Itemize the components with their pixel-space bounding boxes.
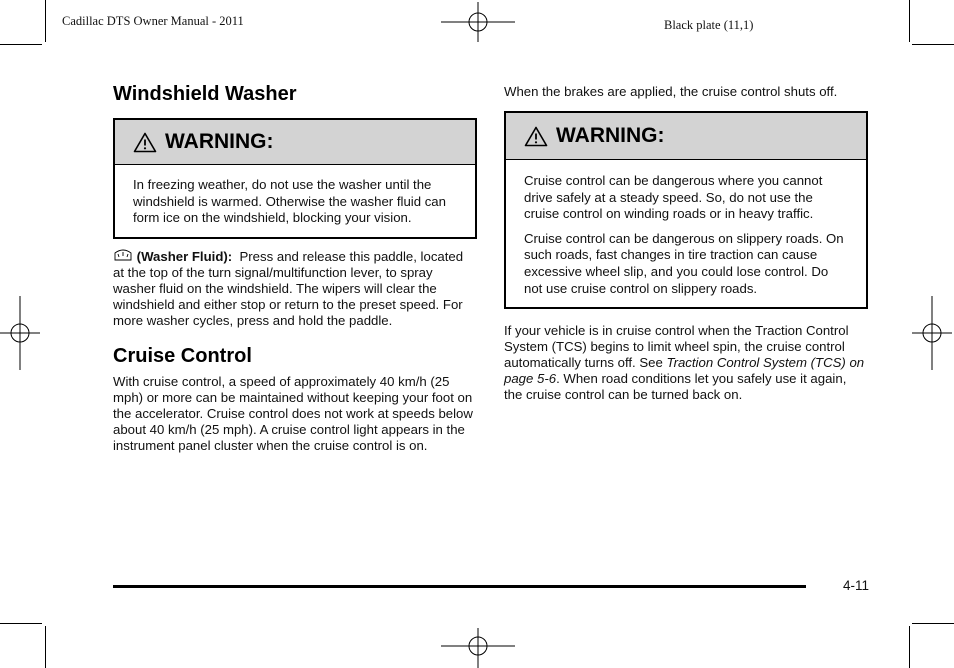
registration-mark-icon: [441, 628, 515, 668]
registration-mark-icon: [0, 296, 40, 370]
crop-mark: [0, 44, 42, 45]
warning-body: [506, 160, 866, 307]
warning-header: [506, 113, 866, 160]
right-column: [504, 84, 868, 403]
page-number: 4-11: [843, 578, 870, 593]
washer-paragraph: [113, 248, 477, 329]
footer-rule: [113, 585, 806, 588]
registration-mark-icon: [441, 2, 515, 42]
washer-text: Press and release this paddle, located at the top of the turn signal/multifunction lever, to spray washer fluid on the windshield. The wipers will clear the windshield and either stop or return to the preset speed. For more washer cycles, press and hold the paddle.: [113, 248, 464, 328]
warning-box-washer: [113, 118, 477, 239]
tcs-page-reference[interactable]: Traction Control System (TCS) on page 5‑6: [504, 355, 865, 387]
cruise-paragraph: With cruise control, a speed of approximately 40 km/h (25 mph) or more can be maintained without keeping your foot on the accelerator. Cruise control does not work at speeds below about 40 km/h (25 mph). A cruise control light appears in the instrument panel cluster when the cruise control is on.: [113, 373, 473, 453]
washer-fluid-label: (Washer Fluid):: [136, 248, 233, 264]
crop-mark: [909, 0, 910, 42]
warning-header: [115, 120, 475, 165]
washer-heading: Windshield Washer: [113, 83, 297, 105]
tcs-paragraph: [504, 323, 868, 403]
warning-text-1: Cruise control can be dangerous where you cannot drive safely at a steady speed. So, do not use the cruise control on winding roads or in heavy traffic.: [524, 173, 823, 222]
left-column: [113, 82, 477, 454]
brakes-paragraph: When the brakes are applied, the cruise control shuts off.: [504, 84, 838, 99]
warning-label: WARNING:: [556, 124, 665, 147]
plate-label: Black plate (11,1): [664, 18, 754, 32]
washer-fluid-icon: [113, 248, 133, 262]
warning-body: [115, 165, 475, 237]
tcs-text-after: . When road conditions let you safely use it again, the cruise control can be turned back on.: [504, 371, 847, 403]
warning-label: WARNING:: [165, 130, 274, 153]
crop-mark: [0, 623, 42, 624]
crop-mark: [45, 626, 46, 668]
warning-text: In freezing weather, do not use the washer until the windshield is warmed. Otherwise the washer fluid can form ice on the windshield, blocking your vision.: [133, 177, 446, 226]
warning-triangle-icon: [524, 126, 548, 147]
registration-mark-icon: [912, 296, 952, 370]
crop-mark: [912, 44, 954, 45]
cruise-heading: Cruise Control: [113, 344, 252, 367]
warning-text-2: Cruise control can be dangerous on slippery roads. On such roads, fast changes in tire traction can cause excessive wheel slip, and you could lose control. Do not use cruise control on slippery roads.: [524, 230, 844, 296]
tcs-text-before: If your vehicle is in cruise control when the Traction Control System (TCS) begins to limit wheel spin, the cruise control automatically turns off. See: [504, 323, 849, 371]
crop-mark: [912, 623, 954, 624]
manual-title: Cadillac DTS Owner Manual - 2011: [62, 14, 244, 28]
crop-mark: [45, 0, 46, 42]
warning-triangle-icon: [133, 132, 157, 153]
warning-box-cruise: [504, 111, 868, 309]
crop-mark: [909, 626, 910, 668]
